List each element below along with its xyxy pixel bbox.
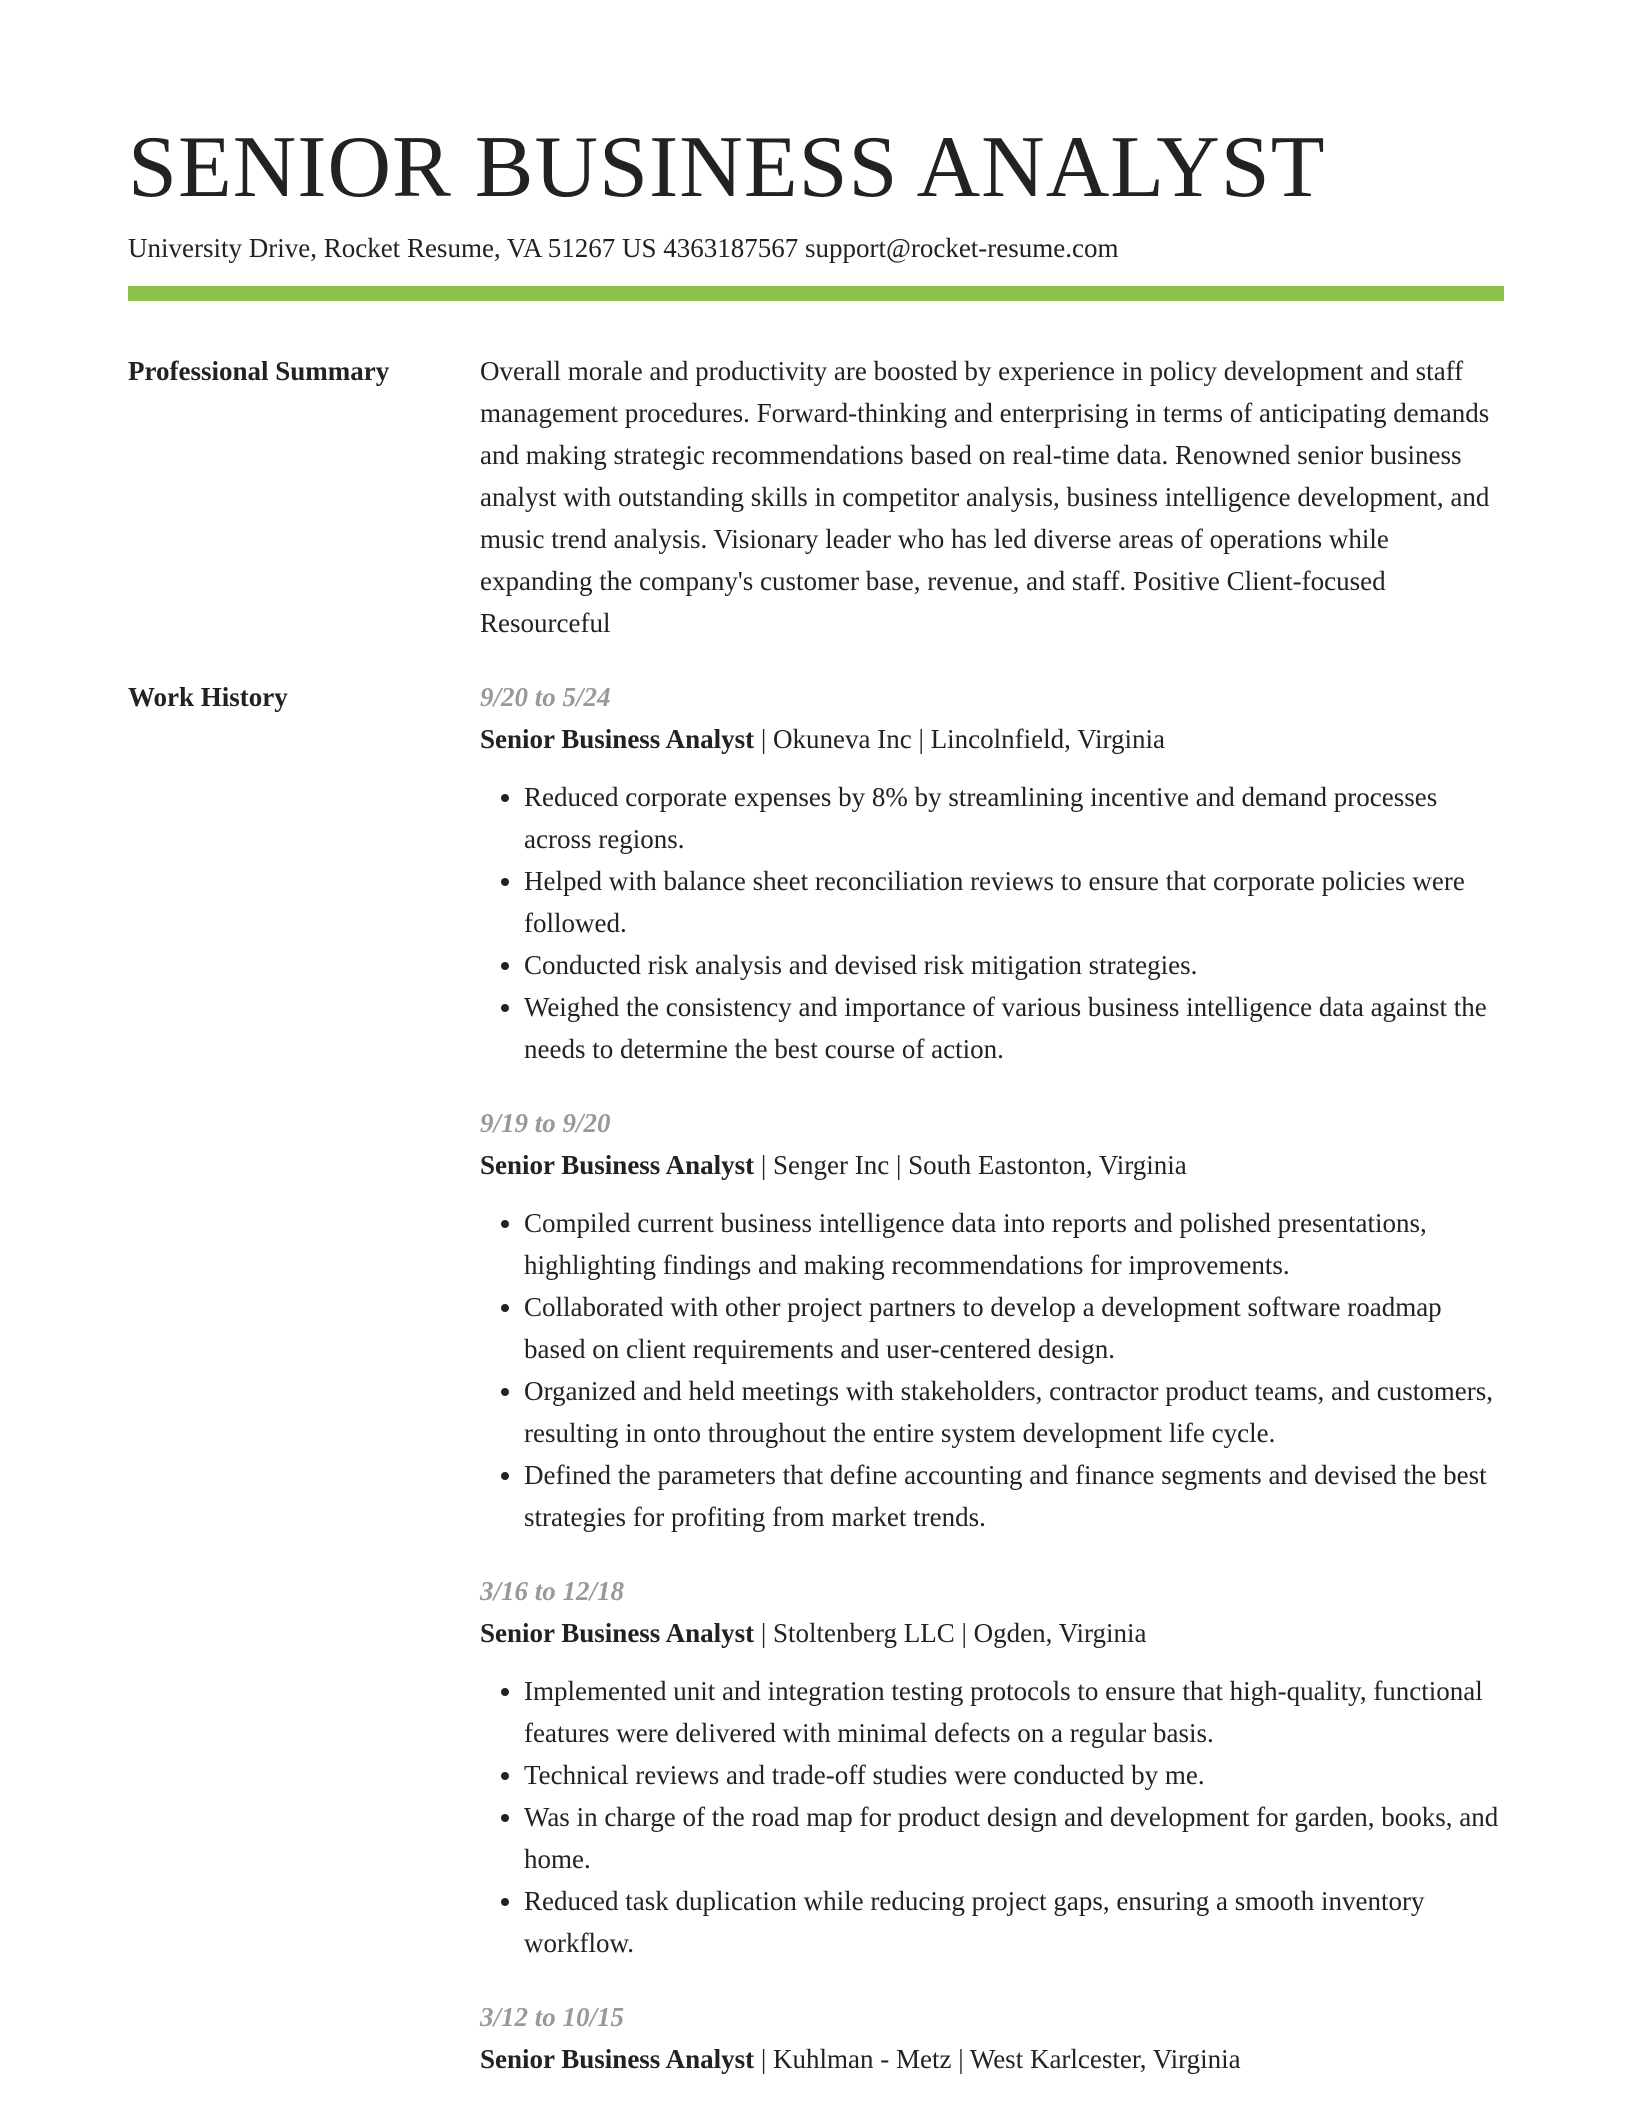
job-company: Kuhlman - Metz <box>773 2044 952 2074</box>
job-header <box>480 2038 1504 2080</box>
job-entry <box>480 1102 1504 1538</box>
job-header <box>480 718 1504 760</box>
job-bullet: • Weighed the consistency and importance of various business intelligence data against the needs to determine the best course of action. <box>524 986 1504 1070</box>
separator: | <box>889 1150 909 1180</box>
job-bullet: • Reduced task duplication while reducing project gaps, ensuring a smooth inventory workflow. <box>524 1880 1504 1964</box>
job-bullet-list <box>480 776 1504 1070</box>
work-history-label: Work History <box>128 682 288 712</box>
separator: | <box>754 2044 773 2074</box>
separator: | <box>754 1150 773 1180</box>
resume-title: SENIOR BUSINESS ANALYST <box>128 119 1326 216</box>
job-company: Senger Inc <box>773 1150 890 1180</box>
job-bullet: • Helped with balance sheet reconciliation reviews to ensure that corporate policies were followed. <box>524 860 1504 944</box>
summary-body <box>480 350 1504 644</box>
job-entry <box>480 676 1504 1070</box>
contact-line: University Drive, Rocket Resume, VA 51267 US 4363187567 support@rocket-resume.com <box>128 233 1119 263</box>
header-divider <box>128 286 1504 301</box>
separator: | <box>951 2044 970 2074</box>
job-bullet-list <box>480 1670 1504 1964</box>
job-dates: 9/20 to 5/24 <box>480 682 611 712</box>
job-bullet: • Reduced corporate expenses by 8% by streamlining incentive and demand processes across regions. <box>524 776 1504 860</box>
separator: | <box>754 1618 773 1648</box>
job-bullet: • Organized and held meetings with stakeholders, contractor product teams, and customers, resulting in onto throughout the entire system development life cycle. <box>524 1370 1504 1454</box>
job-header <box>480 1612 1504 1654</box>
job-title: Senior Business Analyst <box>480 1618 755 1648</box>
job-header <box>480 1144 1504 1186</box>
job-bullet: • Defined the parameters that define accounting and finance segments and devised the best strategies for profiting from market trends. <box>524 1454 1504 1538</box>
summary-text: Overall morale and productivity are boosted by experience in policy development and staff management procedures. Forward-thinking and enterprising in terms of anticipating demands and making strategic recommendations based on real-time data. Renowned senior business analyst with outstanding skills in competitor analysis, business intelligence development, and music trend analysis. Visionary leader who has led diverse areas of operations while expanding the company's customer base, revenue, and staff. Positive Client-focused Resourceful <box>480 356 1490 638</box>
job-bullet: • Implemented unit and integration testing protocols to ensure that high-quality, functional features were delivered with minimal defects on a regular basis. <box>524 1670 1504 1754</box>
job-dates: 3/16 to 12/18 <box>480 1576 625 1606</box>
job-bullet: • Technical reviews and trade-off studies were conducted by me. <box>524 1754 1504 1796</box>
job-location: Ogden, Virginia <box>973 1618 1147 1648</box>
job-entry <box>480 1996 1504 2080</box>
job-bullet: • Collaborated with other project partners to develop a development software roadmap based on client requirements and user-centered design. <box>524 1286 1504 1370</box>
job-location: West Karlcester, Virginia <box>969 2044 1241 2074</box>
job-title: Senior Business Analyst <box>480 1150 755 1180</box>
work-history-list <box>480 676 1504 2112</box>
job-bullet-list <box>480 1202 1504 1538</box>
job-entry <box>480 1570 1504 1964</box>
summary-label: Professional Summary <box>128 356 390 386</box>
job-dates: 3/12 to 10/15 <box>480 2002 625 2032</box>
job-bullet: • Compiled current business intelligence data into reports and polished presentations, highlighting findings and making recommendations for improvements. <box>524 1202 1504 1286</box>
job-location: Lincolnfield, Virginia <box>930 724 1165 754</box>
job-bullet: • Conducted risk analysis and devised risk mitigation strategies. <box>524 944 1504 986</box>
job-company: Stoltenberg LLC <box>773 1618 955 1648</box>
job-bullet: • Was in charge of the road map for product design and development for garden, books, and home. <box>524 1796 1504 1880</box>
job-location: South Eastonton, Virginia <box>908 1150 1187 1180</box>
separator: | <box>954 1618 974 1648</box>
job-dates: 9/19 to 9/20 <box>480 1108 611 1138</box>
separator: | <box>911 724 931 754</box>
separator: | <box>754 724 773 754</box>
job-company: Okuneva Inc <box>773 724 912 754</box>
job-title: Senior Business Analyst <box>480 724 755 754</box>
job-title: Senior Business Analyst <box>480 2044 755 2074</box>
